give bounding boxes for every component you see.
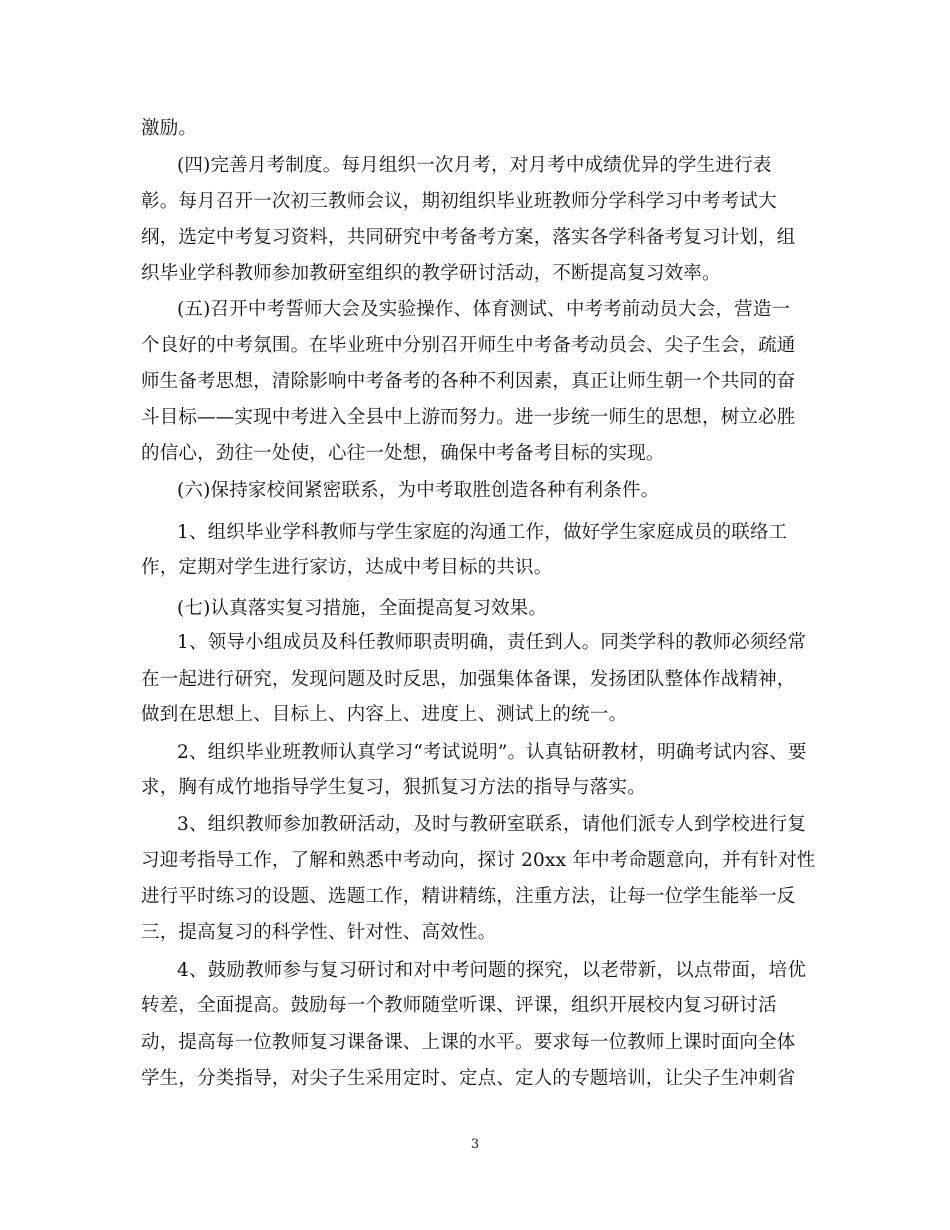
text-line: 1、领导小组成员及科任教师职责明确，责任到人。同类学科的教师必须经常 xyxy=(177,632,807,653)
text-line: 3、组织教师参加教研活动，及时与教研室联系，请他们派专人到学校进行复 xyxy=(177,814,807,835)
text-line: 的信心，劲往一处使，心往一处想，确保中考备考目标的实现。 xyxy=(141,443,665,464)
text-line: (六)保持家校间紧密联系，为中考取胜创造各种有利条件。 xyxy=(177,480,660,501)
text-line: 学生，分类指导，对尖子生采用定时、定点、定人的专题培训，让尖子生冲刺省 xyxy=(141,1068,796,1089)
text-line: 做到在思想上、目标上、内容上、进度上、测试上的统一。 xyxy=(141,704,628,725)
text-line: (七)认真落实复习措施，全面提高复习效果。 xyxy=(177,598,548,619)
text-line: 师生备考思想，清除影响中考备考的各种不利因素，真正让师生朝一个共同的奋 xyxy=(141,371,796,392)
text-line: 动，提高每一位教师复习课备课、上课的水平。要求每一位教师上课时面向全体 xyxy=(141,1032,796,1053)
text-line: (五)召开中考誓师大会及实验操作、体育测试、中考考前动员大会，营造一 xyxy=(177,299,791,320)
text-line: 求，胸有成竹地指导学生复习，狠抓复习方法的指导与落实。 xyxy=(141,777,646,798)
text-line: 1、组织毕业学科教师与学生家庭的沟通工作，做好学生家庭成员的联络工 xyxy=(177,522,788,543)
text-line: 斗目标——实现中考进入全县中上游而努力。进一步统一师生的思想，树立必胜 xyxy=(141,407,796,428)
text-line: 纲，选定中考复习资料，共同研究中考备考方案，落实各学科备考复习计划，组 xyxy=(141,227,796,248)
text-line: 彰。每月召开一次初三教师会议，期初组织毕业班教师分学科学习中考考试大 xyxy=(141,191,777,212)
text-line: 三，提高复习的科学性、针对性、高效性。 xyxy=(141,922,497,943)
text-line: 2、组织毕业班教师认真学习“考试说明”。认真钻研教材，明确考试内容、要 xyxy=(177,742,807,763)
text-line: 进行平时练习的设题、选题工作，精讲精练，注重方法，让每一位学生能举一反 xyxy=(141,886,796,907)
text-line: 在一起进行研究，发现问题及时反思，加强集体备课，发扬团队整体作战精神， xyxy=(141,669,796,690)
text-line: 4、鼓励教师参与复习研讨和对中考问题的探究，以老带新，以点带面，培优 xyxy=(177,960,807,981)
text-line: 转差，全面提高。鼓励每一个教师随堂听课、评课，组织开展校内复习研讨活 xyxy=(141,995,777,1016)
text-line: 个良好的中考氛围。在毕业班中分别召开师生中考备考动员会、尖子生会，疏通 xyxy=(141,335,796,356)
text-line: 作，定期对学生进行家访，达成中考目标的共识。 xyxy=(141,557,553,578)
text-line: (四)完善月考制度。每月组织一次月考，对月考中成绩优异的学生进行表 xyxy=(177,155,772,176)
page-number: 3 xyxy=(470,1137,480,1152)
text-line: 习迎考指导工作，了解和熟悉中考动向，探讨 20xx 年中考命题意向，并有针对性 xyxy=(141,850,816,871)
text-line: 织毕业学科教师参加教研室组织的教学研讨活动，不断提高复习效率。 xyxy=(141,263,721,284)
text-line: 激励。 xyxy=(141,118,198,139)
